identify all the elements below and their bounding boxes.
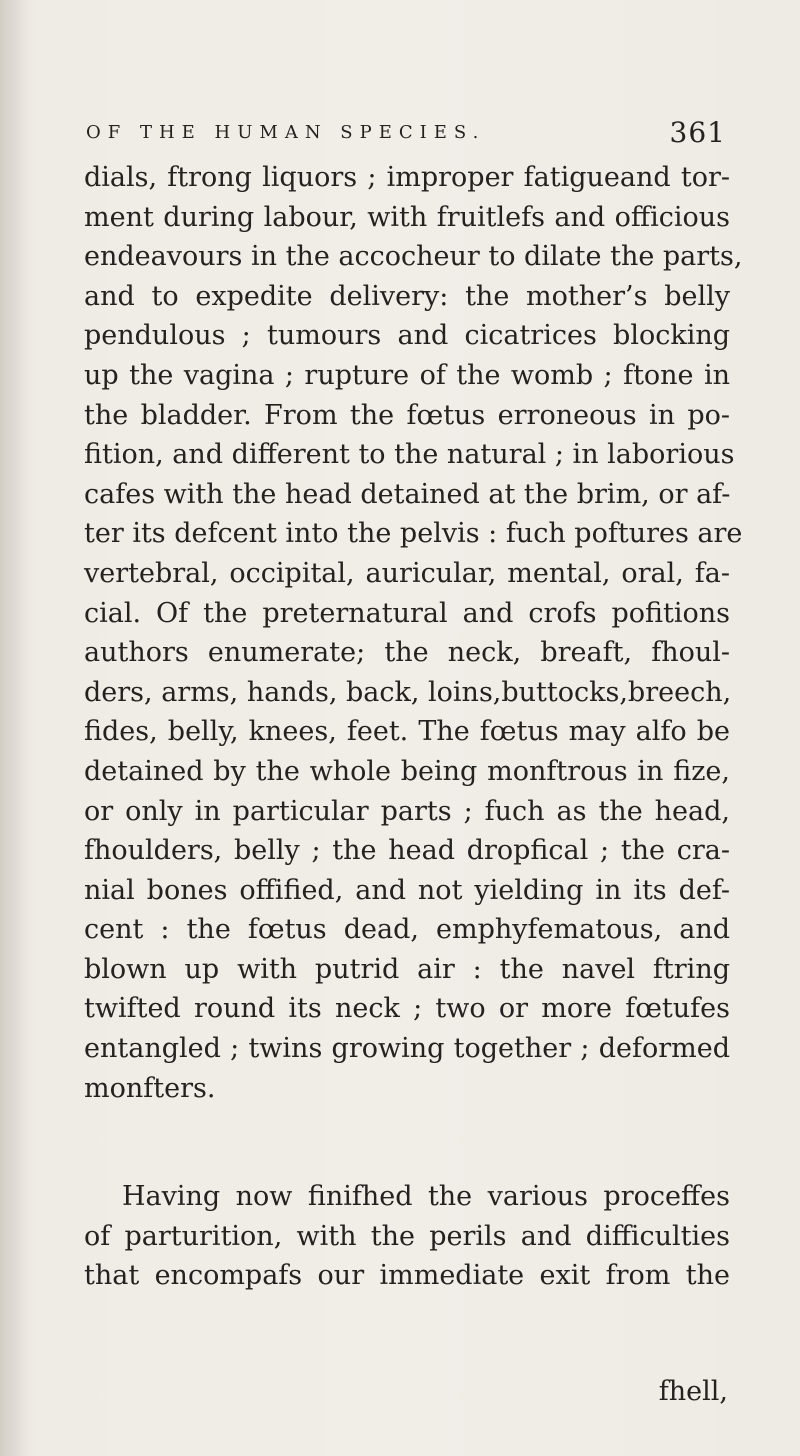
- text-line: the bladder. From the fœtus erroneous in po-: [84, 399, 730, 431]
- text-line: dials, ftrong liquors ; improper fatigueand tor-: [84, 162, 730, 193]
- text-line: pendulous ; tumours and cicatrices blocking: [84, 320, 730, 352]
- text-line: cafes with the head detained at the brim, or af-: [84, 478, 731, 510]
- text-line: or only in particular parts ; fuch as the head,: [84, 795, 730, 827]
- text-line: monfters.: [84, 1072, 216, 1104]
- text-line: authors enumerate; the neck, breaft, fhoul-: [84, 637, 730, 669]
- text-line: up the vagina ; rupture of the womb ; ftone in: [84, 359, 730, 391]
- gutter-shadow: [0, 0, 28, 1456]
- text-line: entangled ; twins growing together ; deformed: [84, 1033, 730, 1065]
- running-head-title: OF THE HUMAN SPECIES.: [86, 122, 486, 143]
- text-line: fides, belly, knees, feet. The fœtus may alfo be: [84, 716, 730, 748]
- text-line: fhoulders, belly ; the head dropfical ; the cra-: [84, 835, 730, 867]
- text-line: cent : the fœtus dead, emphyfematous, and: [84, 914, 730, 946]
- text-line: of parturition, with the perils and difficulties: [84, 1220, 730, 1252]
- paragraph-1: [84, 158, 743, 1108]
- text-line: and to expedite delivery: the mother’s belly: [84, 280, 730, 312]
- text-line: blown up with putrid air : the navel ftring: [84, 953, 730, 985]
- text-line: detained by the whole being monftrous in fize,: [84, 755, 730, 787]
- text-line: that encompafs our immediate exit from the: [84, 1260, 730, 1292]
- text-line: endeavours in the accocheur to dilate the parts,: [84, 241, 743, 273]
- text-line: twifted round its neck ; two or more fœtufes: [84, 993, 730, 1025]
- text-line: Having now finifhed the various proceffes: [122, 1181, 730, 1212]
- page-number: 361: [669, 116, 726, 149]
- text-line: cial. Of the preternatural and crofs pofitions: [84, 597, 730, 629]
- text-line: ders, arms, hands, back, loins,buttocks,breech,: [84, 676, 732, 708]
- text-line: nial bones offified, and not yielding in its def-: [84, 874, 730, 906]
- text-line: vertebral, occipital, auricular, mental, oral, fa-: [84, 557, 730, 589]
- text-line: ter its defcent into the pelvis : fuch poftures are: [84, 518, 743, 550]
- catchword: fhell,: [658, 1376, 728, 1407]
- paragraph-2: [84, 1177, 730, 1296]
- running-head: [86, 116, 726, 152]
- text-line: ment during labour, with fruitlefs and officious: [84, 201, 730, 233]
- text-line: fition, and different to the natural ; in laborious: [84, 439, 735, 471]
